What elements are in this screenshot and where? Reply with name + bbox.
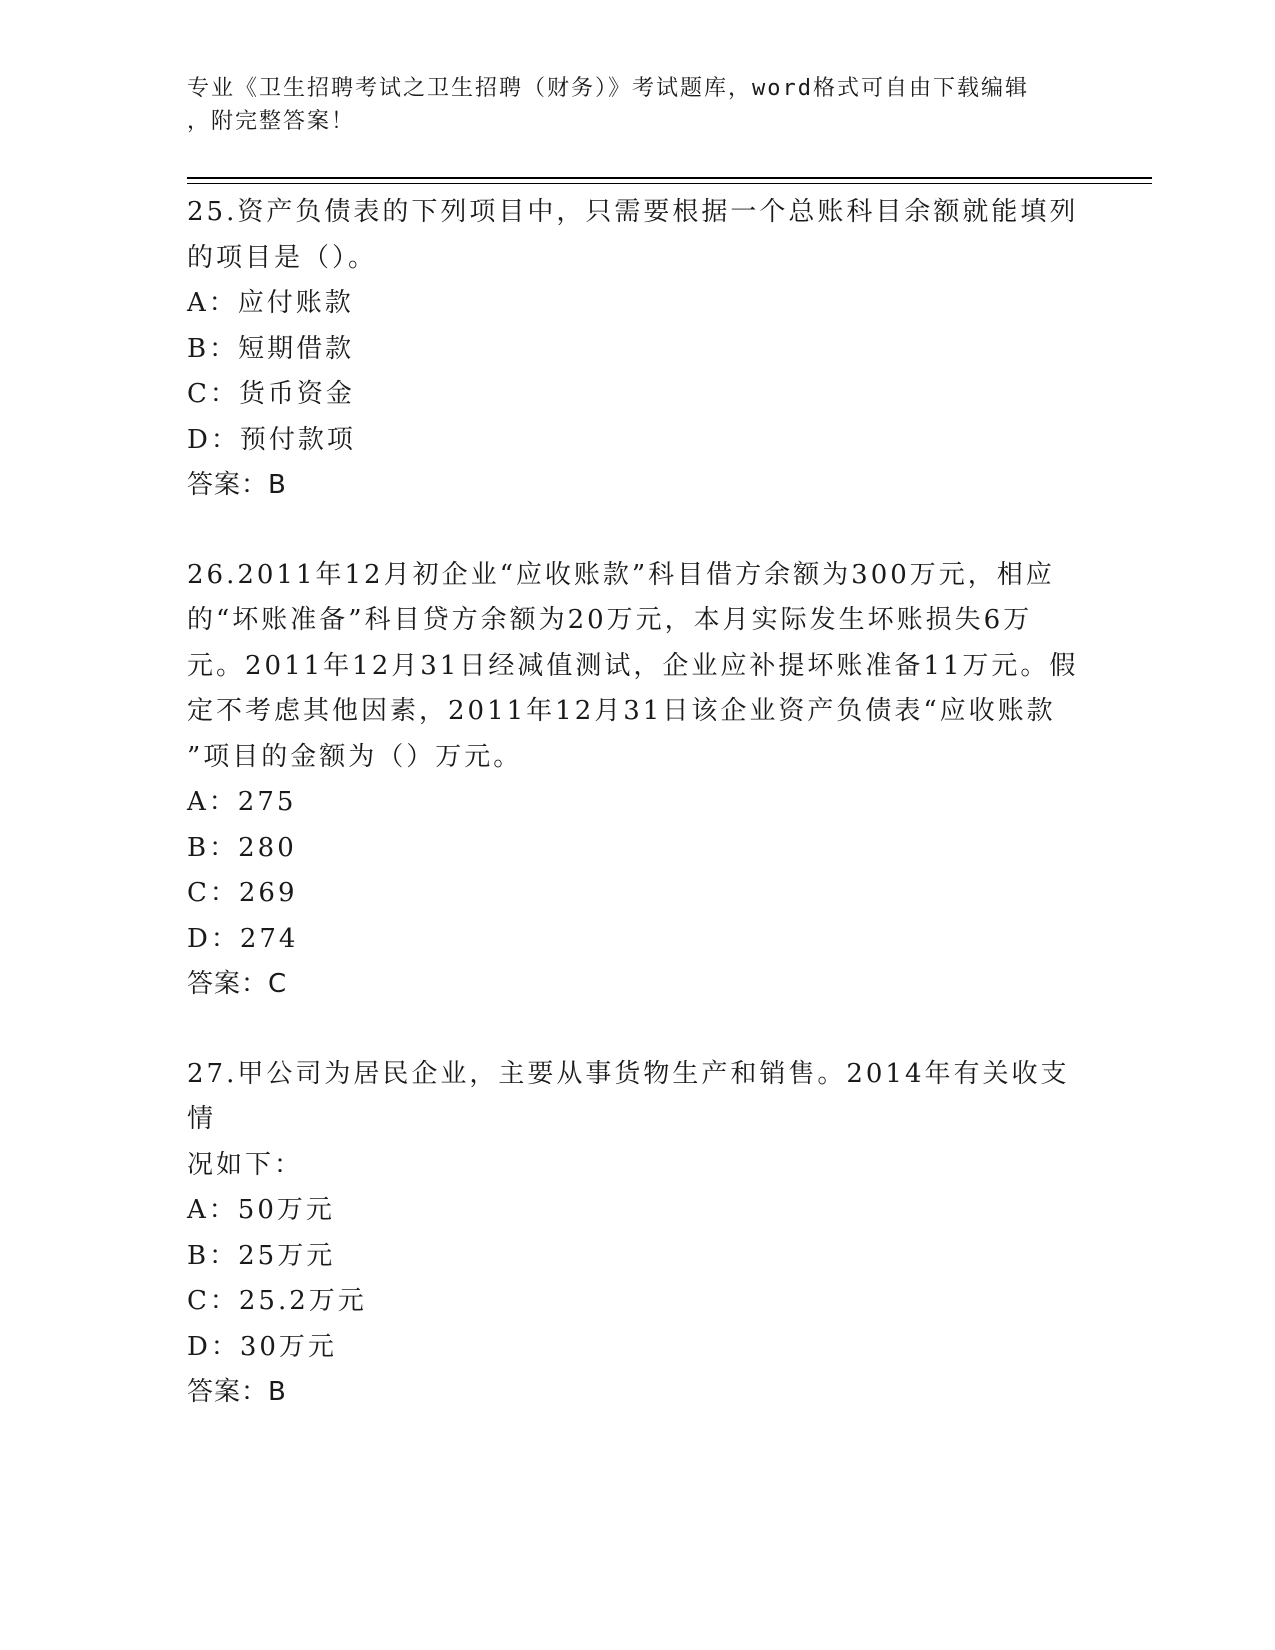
header-line-1: 专业《卫生招聘考试之卫生招聘（财务）》考试题库，word格式可自由下载编辑 [187,76,1029,101]
option-c: C：269 [187,878,298,908]
question-stem-line: 27.甲公司为居民企业，主要从事货物生产和销售。2014年有关收支情 [187,1058,1070,1134]
question-list [187,190,1087,1460]
document-header [187,72,1067,138]
question-stem-line: ”项目的金额为（）万元。 [187,741,523,772]
option-a: A：275 [187,787,297,817]
question-27 [187,1052,1087,1416]
answer-line: 答案：C [187,969,288,999]
question-stem-line: 的项目是（）。 [187,242,378,273]
header-divider-thick [187,177,1152,179]
header-line-2: ，附完整答案！ [187,109,356,134]
question-stem-line: 况如下： [187,1149,304,1180]
question-stem-line: 26.2011年12月初企业“应收账款”科目借方余额为300万元，相应 [187,559,1055,590]
option-c: C：货币资金 [187,379,355,409]
option-b: B：280 [187,832,297,863]
answer-line: 答案：B [187,1377,287,1407]
question-stem-line: 25.资产负债表的下列项目中，只需要根据一个总账科目余额就能填列 [187,197,1079,227]
option-d: D：274 [187,923,299,954]
option-b: B：短期借款 [187,333,355,364]
option-b: B：25万元 [187,1240,336,1271]
question-stem-line: 定不考虑其他因素，2011年12月31日该企业资产负债表“应收账款 [187,696,1056,726]
question-25 [187,190,1087,509]
option-c: C：25.2万元 [187,1286,367,1316]
header-divider-thin [187,183,1152,184]
question-stem-line: 的“坏账准备”科目贷方余额为20万元，本月实际发生坏账损失6万 [187,605,1033,635]
option-a: A：应付账款 [187,288,354,318]
question-stem-line: 元。2011年12月31日经减值测试，企业应补提坏账准备11万元。假 [187,650,1079,681]
answer-line: 答案：B [187,470,287,500]
option-d: D：30万元 [187,1331,337,1362]
option-a: A：50万元 [187,1195,335,1225]
option-d: D：预付款项 [187,424,356,455]
question-26 [187,553,1087,1008]
